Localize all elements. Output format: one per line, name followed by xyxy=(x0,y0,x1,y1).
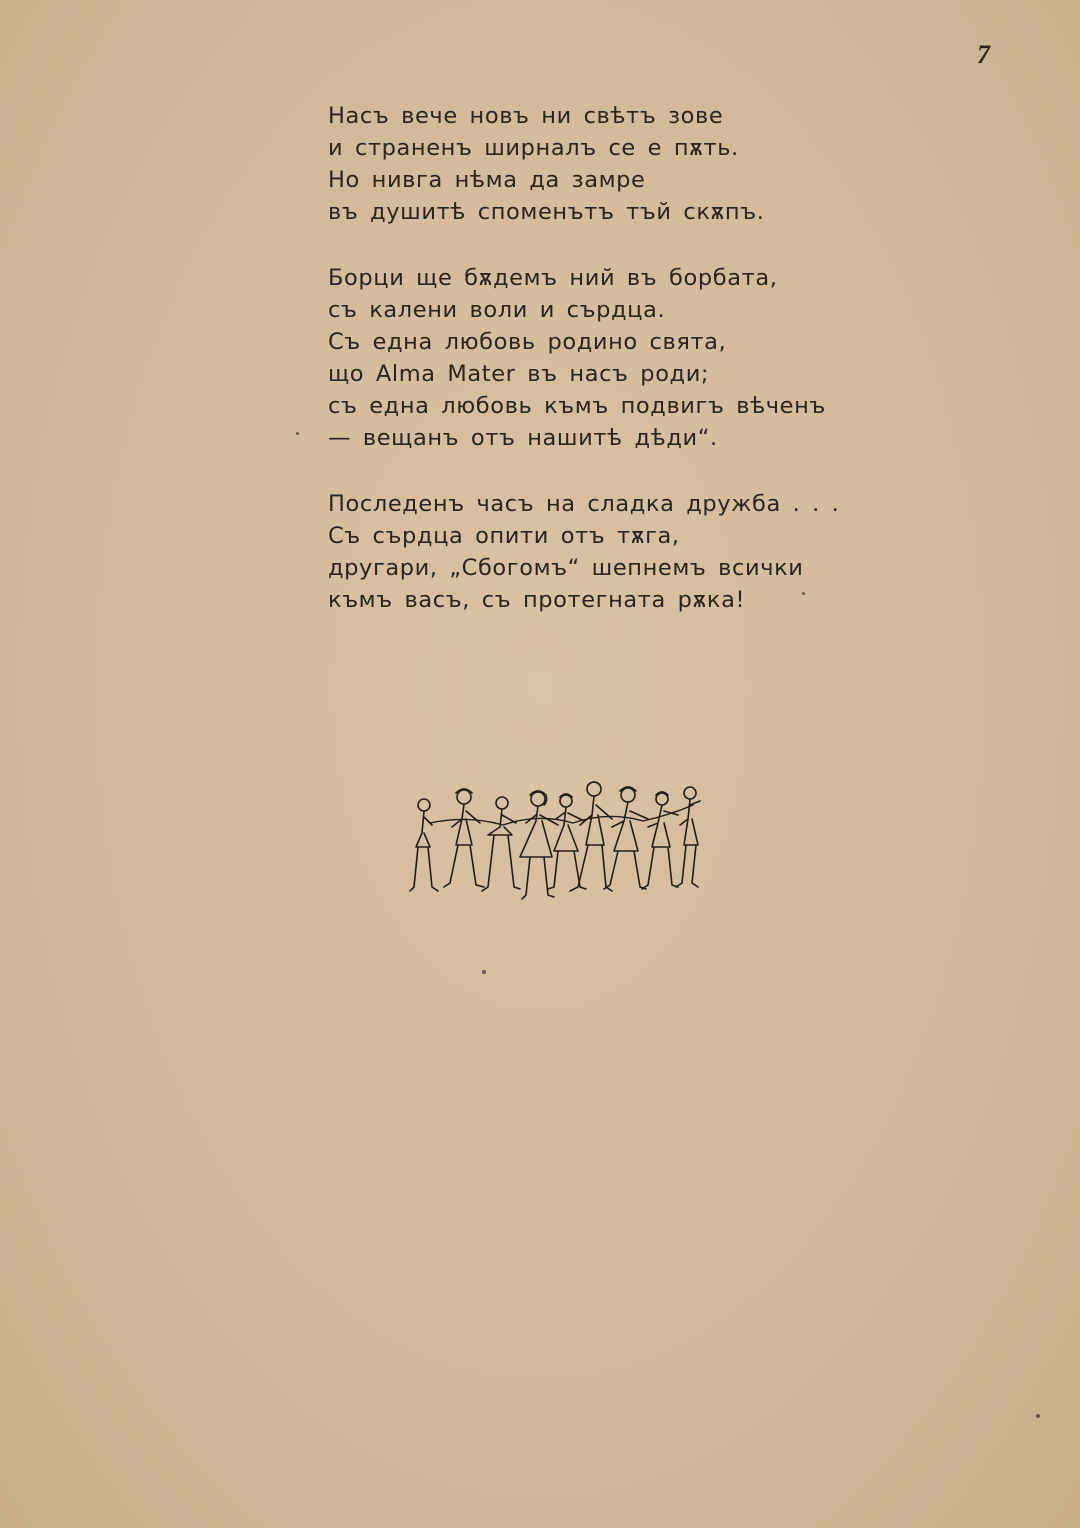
stanza-2 xyxy=(328,262,848,454)
paper-speck xyxy=(802,592,805,595)
poem xyxy=(328,100,848,650)
paper-speck xyxy=(482,970,486,974)
poem-line: — вещанъ отъ нашитѣ дѣди“. xyxy=(328,425,718,451)
stanza-3 xyxy=(328,488,848,616)
poem-line: Насъ вече новъ ни свѣтъ зове xyxy=(328,103,724,129)
paper-speck xyxy=(1036,1414,1040,1418)
poem-line: съ една любовь къмъ подвигъ вѣченъ xyxy=(328,393,826,419)
paper-speck xyxy=(296,432,299,435)
poem-line: Но нивга нѣма да замре xyxy=(328,167,646,193)
poem-line: Борци ще бѫдемъ ний въ борбата, xyxy=(328,265,778,291)
poem-line: къмъ васъ, съ протегната рѫка! xyxy=(328,587,746,613)
poem-line: другари, „Сбогомъ“ шепнемъ всички xyxy=(328,555,804,581)
stanza-1 xyxy=(328,100,848,228)
page-number: 7 xyxy=(977,40,990,69)
poem-line: що Alma Mater въ насъ роди; xyxy=(328,361,710,387)
poem-line: Съ сърдца опити отъ тѫга, xyxy=(328,523,680,549)
poem-line: и страненъ ширналъ се е пѫть. xyxy=(328,135,739,161)
poem-line: Последенъ часъ на сладка дружба . . . xyxy=(328,491,840,517)
poem-line: Съ една любовь родино свята, xyxy=(328,329,727,355)
poem-line: въ душитѣ споменътъ тъй скѫпъ. xyxy=(328,199,765,225)
poem-line: съ калени воли и сърдца. xyxy=(328,297,666,323)
dancing-circle-figures-illustration xyxy=(408,775,708,910)
